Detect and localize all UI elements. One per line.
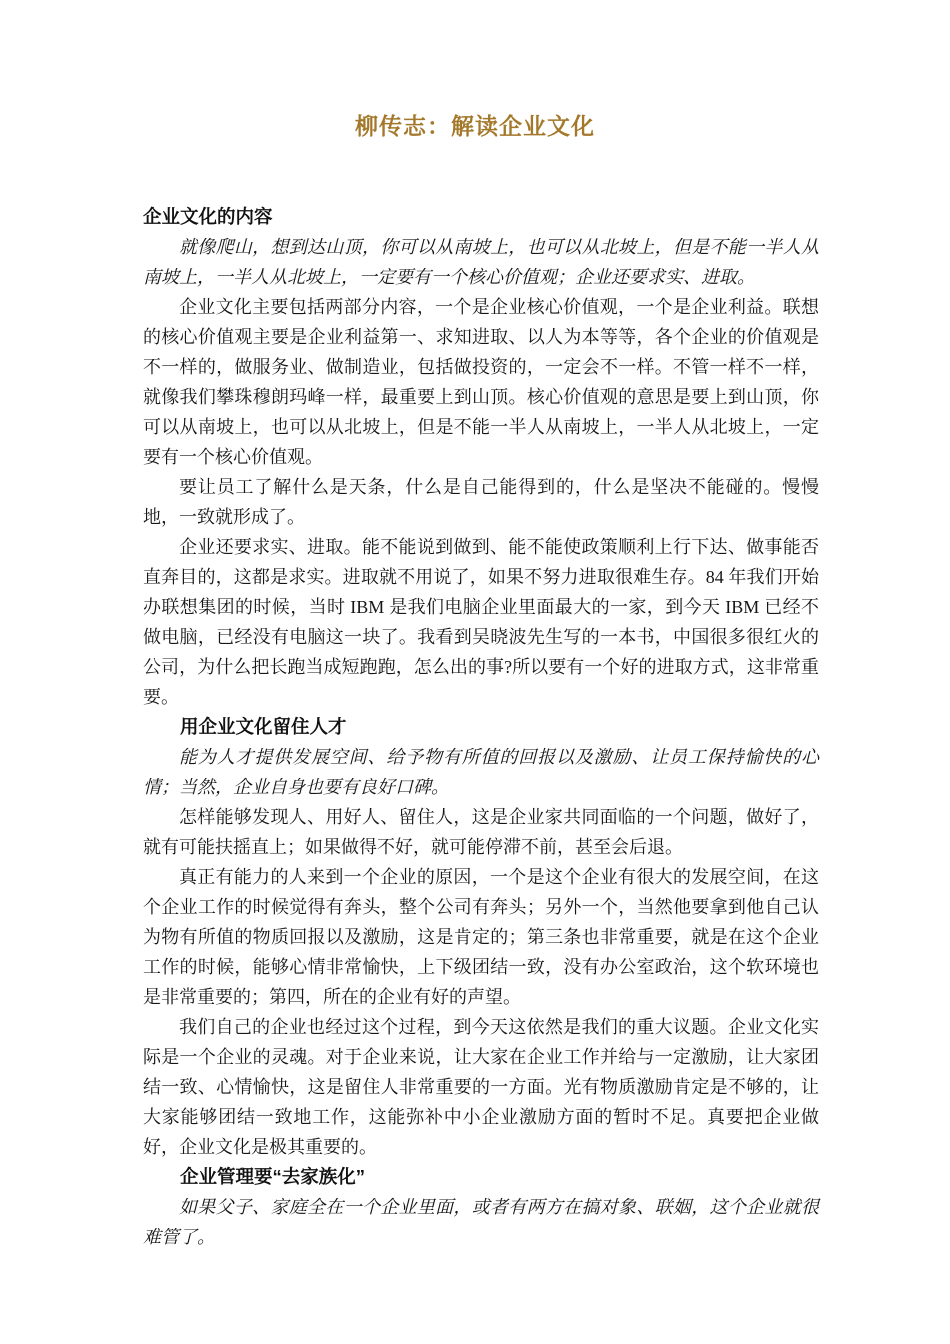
document-body xyxy=(143,202,819,1252)
section-corporate-culture-content xyxy=(143,202,819,712)
section-heading: 用企业文化留住人才 xyxy=(180,716,347,737)
paragraph: 真正有能力的人来到一个企业的原因，一个是这个企业有很大的发展空间，在这个企业工作的时候觉得有奔头，整个公司有奔头；另外一个，当然他要拿到他自己认为物有所值的物质回报以及激励，这是肯定的；第三条也非常重要，就是在这个企业工作的时候，能够心情非常愉快，上下级团结一致，没有办公室政治，这个软环境也是非常重要的；第四，所在的企业有好的声望。 xyxy=(143,867,819,1007)
section-de-familization xyxy=(143,1162,819,1252)
paragraph: 企业文化主要包括两部分内容，一个是企业核心价值观，一个是企业利益。联想的核心价值观主要是企业利益第一、求知进取、以人为本等等，各个企业的价值观是不一样的，做服务业、做制造业，包括做投资的，一定会不一样。不管一样不一样，就像我们攀珠穆朗玛峰一样，最重要上到山顶。核心价值观的意思是要上到山顶，你可以从南坡上，也可以从北坡上，但是不能一半人从南坡上，一半人从北坡上，一定要有一个核心价值观。 xyxy=(143,297,819,467)
paragraph: 我们自己的企业也经过这个过程，到今天这依然是我们的重大议题。企业文化实际是一个企业的灵魂。对于企业来说，让大家在企业工作并给与一定激励，让大家团结一致、心情愉快，这是留住人非常重要的一方面。光有物质激励肯定是不够的，让大家能够团结一致地工作，这能弥补中小企业激励方面的暂时不足。真要把企业做好，企业文化是极其重要的。 xyxy=(143,1017,819,1157)
paragraph: 就像爬山，想到达山顶，你可以从南坡上，也可以从北坡上，但是不能一半人从南坡上，一半人从北坡上，一定要有一个核心价值观；企业还要求实、进取。 xyxy=(143,237,819,287)
section-heading: 企业管理要“去家族化” xyxy=(180,1166,366,1187)
section-retain-talent-with-culture xyxy=(143,712,819,1162)
document-title: 柳传志：解读企业文化 xyxy=(355,113,595,139)
paragraph: 企业还要求实、进取。能不能说到做到、能不能使政策顺利上行下达、做事能否直奔目的，这都是求实。进取就不用说了，如果不努力进取很难生存。84 年我们开始办联想集团的时候，当时 IBM 是我们电脑企业里面最大的一家，到今天 IBM 已经不做电脑，已经没有电脑这一块了。我看到吴晓波先生写的一本书，中国很多很红火的公司，为什么把长跑当成短跑跑，怎么出的事?所以要有一个好的进取方式，这非常重要。 xyxy=(143,537,819,707)
section-heading: 企业文化的内容 xyxy=(143,206,273,227)
paragraph: 能为人才提供发展空间、给予物有所值的回报以及激励、让员工保持愉快的心情；当然，企业自身也要有良好口碑。 xyxy=(143,747,819,797)
paragraph: 如果父子、家庭全在一个企业里面，或者有两方在搞对象、联姻，这个企业就很难管了。 xyxy=(143,1197,819,1247)
paragraph: 怎样能够发现人、用好人、留住人，这是企业家共同面临的一个问题，做好了，就有可能扶摇直上；如果做得不好，就可能停滞不前，甚至会后退。 xyxy=(143,807,819,857)
paragraph: 要让员工了解什么是天条，什么是自己能得到的，什么是坚决不能碰的。慢慢地，一致就形成了。 xyxy=(143,477,819,527)
